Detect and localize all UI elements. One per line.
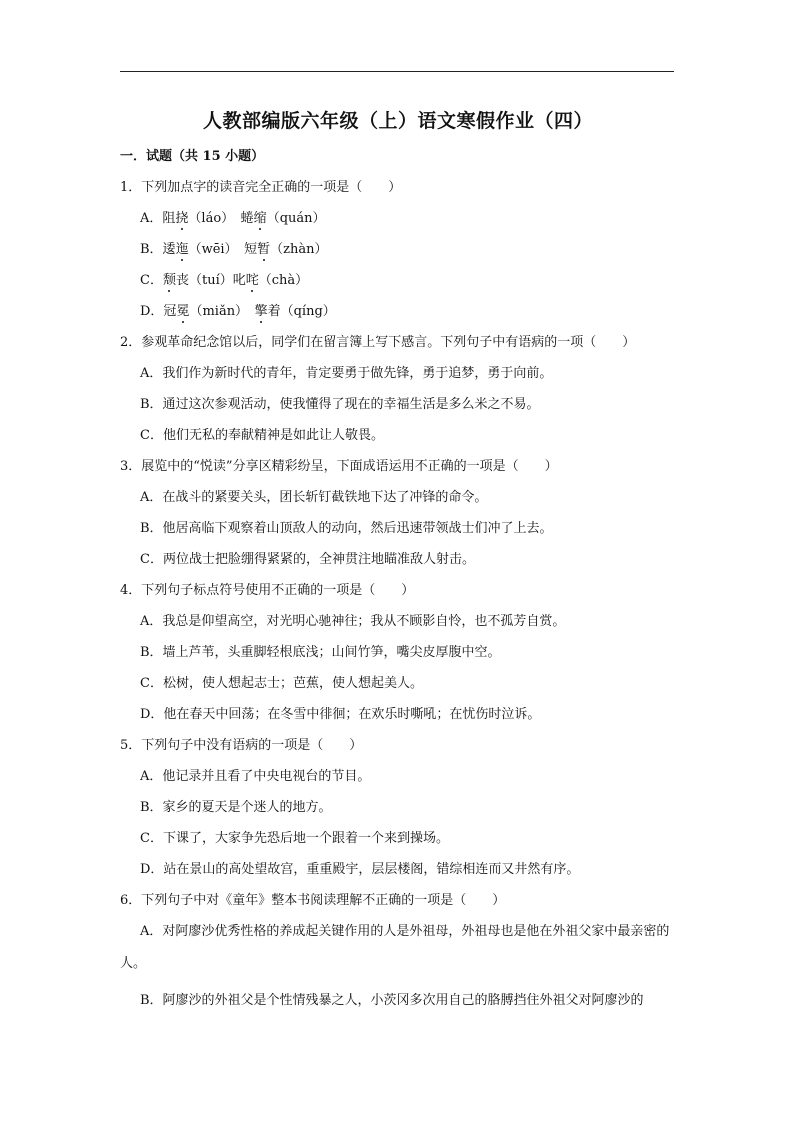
- question-5-stem: 5．下列句子中没有语病的一项是（ ）: [120, 738, 363, 753]
- option-text: （zhàn）: [270, 242, 328, 257]
- option-text: D．冠: [140, 304, 177, 319]
- question-6-option-a: A．对阿廖沙优秀性格的养成起关键作用的人是外祖母，外祖母也是他在外祖父家中最亲密的人。: [120, 924, 670, 971]
- option-text: C．: [140, 273, 163, 288]
- dotted-character: 迤: [175, 242, 189, 257]
- option-text: 短: [231, 242, 258, 257]
- dotted-character: 冕: [176, 304, 190, 319]
- question-4-option-d: D．他在春天中回荡；在冬雪中徘徊；在欢乐时嘶吼；在忧伤时泣诉。: [140, 707, 541, 722]
- dotted-character: 暂: [257, 242, 271, 257]
- option-text: （wēi）: [188, 242, 232, 257]
- option-text: （quán）: [266, 211, 326, 226]
- question-6-stem: 6．下列句子中对《童年》整本书阅读理解不正确的一项是（ ）: [120, 893, 506, 908]
- option-text: 蜷: [227, 211, 254, 226]
- question-4-option-c: C．松树，使人想起志士；芭蕉，使人想起美人。: [140, 676, 423, 691]
- question-3-stem: 3．展览中的“悦读”分享区精彩纷呈，下面成语运用不正确的一项是（ ）: [120, 459, 558, 474]
- question-2-option-c: C．他们无私的奉献精神是如此让人敬畏。: [140, 428, 384, 443]
- question-6-option-b: B．阿廖沙的外祖父是个性情残暴之人，小茨冈多次用自己的胳膊挡住外祖父对阿廖沙的: [140, 993, 644, 1008]
- question-1-stem: 1．下列加点字的读音完全正确的一项是（ ）: [120, 180, 402, 195]
- question-5-option-b: B．家乡的夏天是个迷人的地方。: [140, 800, 332, 815]
- question-1-option-b: [120, 240, 676, 260]
- dotted-character: 缩: [253, 211, 267, 226]
- question-5-option-c: C．下课了，大家争先恐后地一个跟着一个来到操场。: [140, 831, 449, 846]
- option-text: [242, 304, 255, 319]
- question-4-stem: 4．下列句子标点符号使用不正确的一项是（ ）: [120, 583, 415, 598]
- option-text: （miǎn）: [189, 304, 242, 319]
- question-1-option-c: [120, 271, 676, 291]
- option-text: （chà）: [258, 273, 309, 288]
- question-1-option-d: [120, 302, 676, 322]
- question-5-option-a: A．他记录并且看了中央电视台的节目。: [140, 769, 371, 784]
- question-2-stem: 2．参观革命纪念馆以后，同学们在留言簿上写下感言。下列句子中有语病的一项（ ）: [120, 335, 636, 350]
- question-3-option-c: C．两位战士把脸绷得紧紧的，全神贯注地瞄准敌人射击。: [140, 552, 475, 567]
- question-1-option-a: [120, 209, 676, 229]
- question-3-option-b: B．他居高临下观察着山顶敌人的动向，然后迅速带领战士们冲了上去。: [140, 521, 553, 536]
- option-text: 丧（tuí）叱: [175, 273, 246, 288]
- dotted-character: 挠: [175, 211, 189, 226]
- document-page: [120, 100, 676, 1022]
- question-2-option-a: A．我们作为新时代的青年，肯定要勇于做先锋，勇于追梦，勇于向前。: [140, 366, 553, 381]
- option-text: B．逶: [140, 242, 176, 257]
- document-title: 人教部编版六年级（上）语文寒假作业（四）: [202, 110, 593, 132]
- dotted-character: 颓: [162, 273, 176, 288]
- question-4-option-a: A．我总是仰望高空，对光明心驰神往；我从不顾影自怜，也不孤芳自赏。: [140, 614, 566, 629]
- question-4-option-b: B．墙上芦苇，头重脚轻根底浅；山间竹笋，嘴尖皮厚腹中空。: [140, 645, 501, 660]
- question-3-option-a: A．在战斗的紧要关头，团长斩钉截铁地下达了冲锋的命令。: [140, 490, 488, 505]
- question-5-option-d: D．站在景山的高处望故宫，重重殿宇，层层楼阁，错综相连而又井然有序。: [140, 862, 580, 877]
- option-text: （láo）: [188, 211, 228, 226]
- dotted-character: 擎: [254, 304, 268, 319]
- option-text: A．阻: [140, 211, 176, 226]
- header-rule: [120, 71, 674, 72]
- option-text: 着（qíng）: [267, 304, 336, 319]
- question-2-option-b: B．通过这次参观活动，使我懂得了现在的幸福生活是多么米之不易。: [140, 397, 540, 412]
- section-heading: 一．试题（共 15 小题）: [120, 149, 265, 164]
- dotted-character: 咤: [245, 273, 259, 288]
